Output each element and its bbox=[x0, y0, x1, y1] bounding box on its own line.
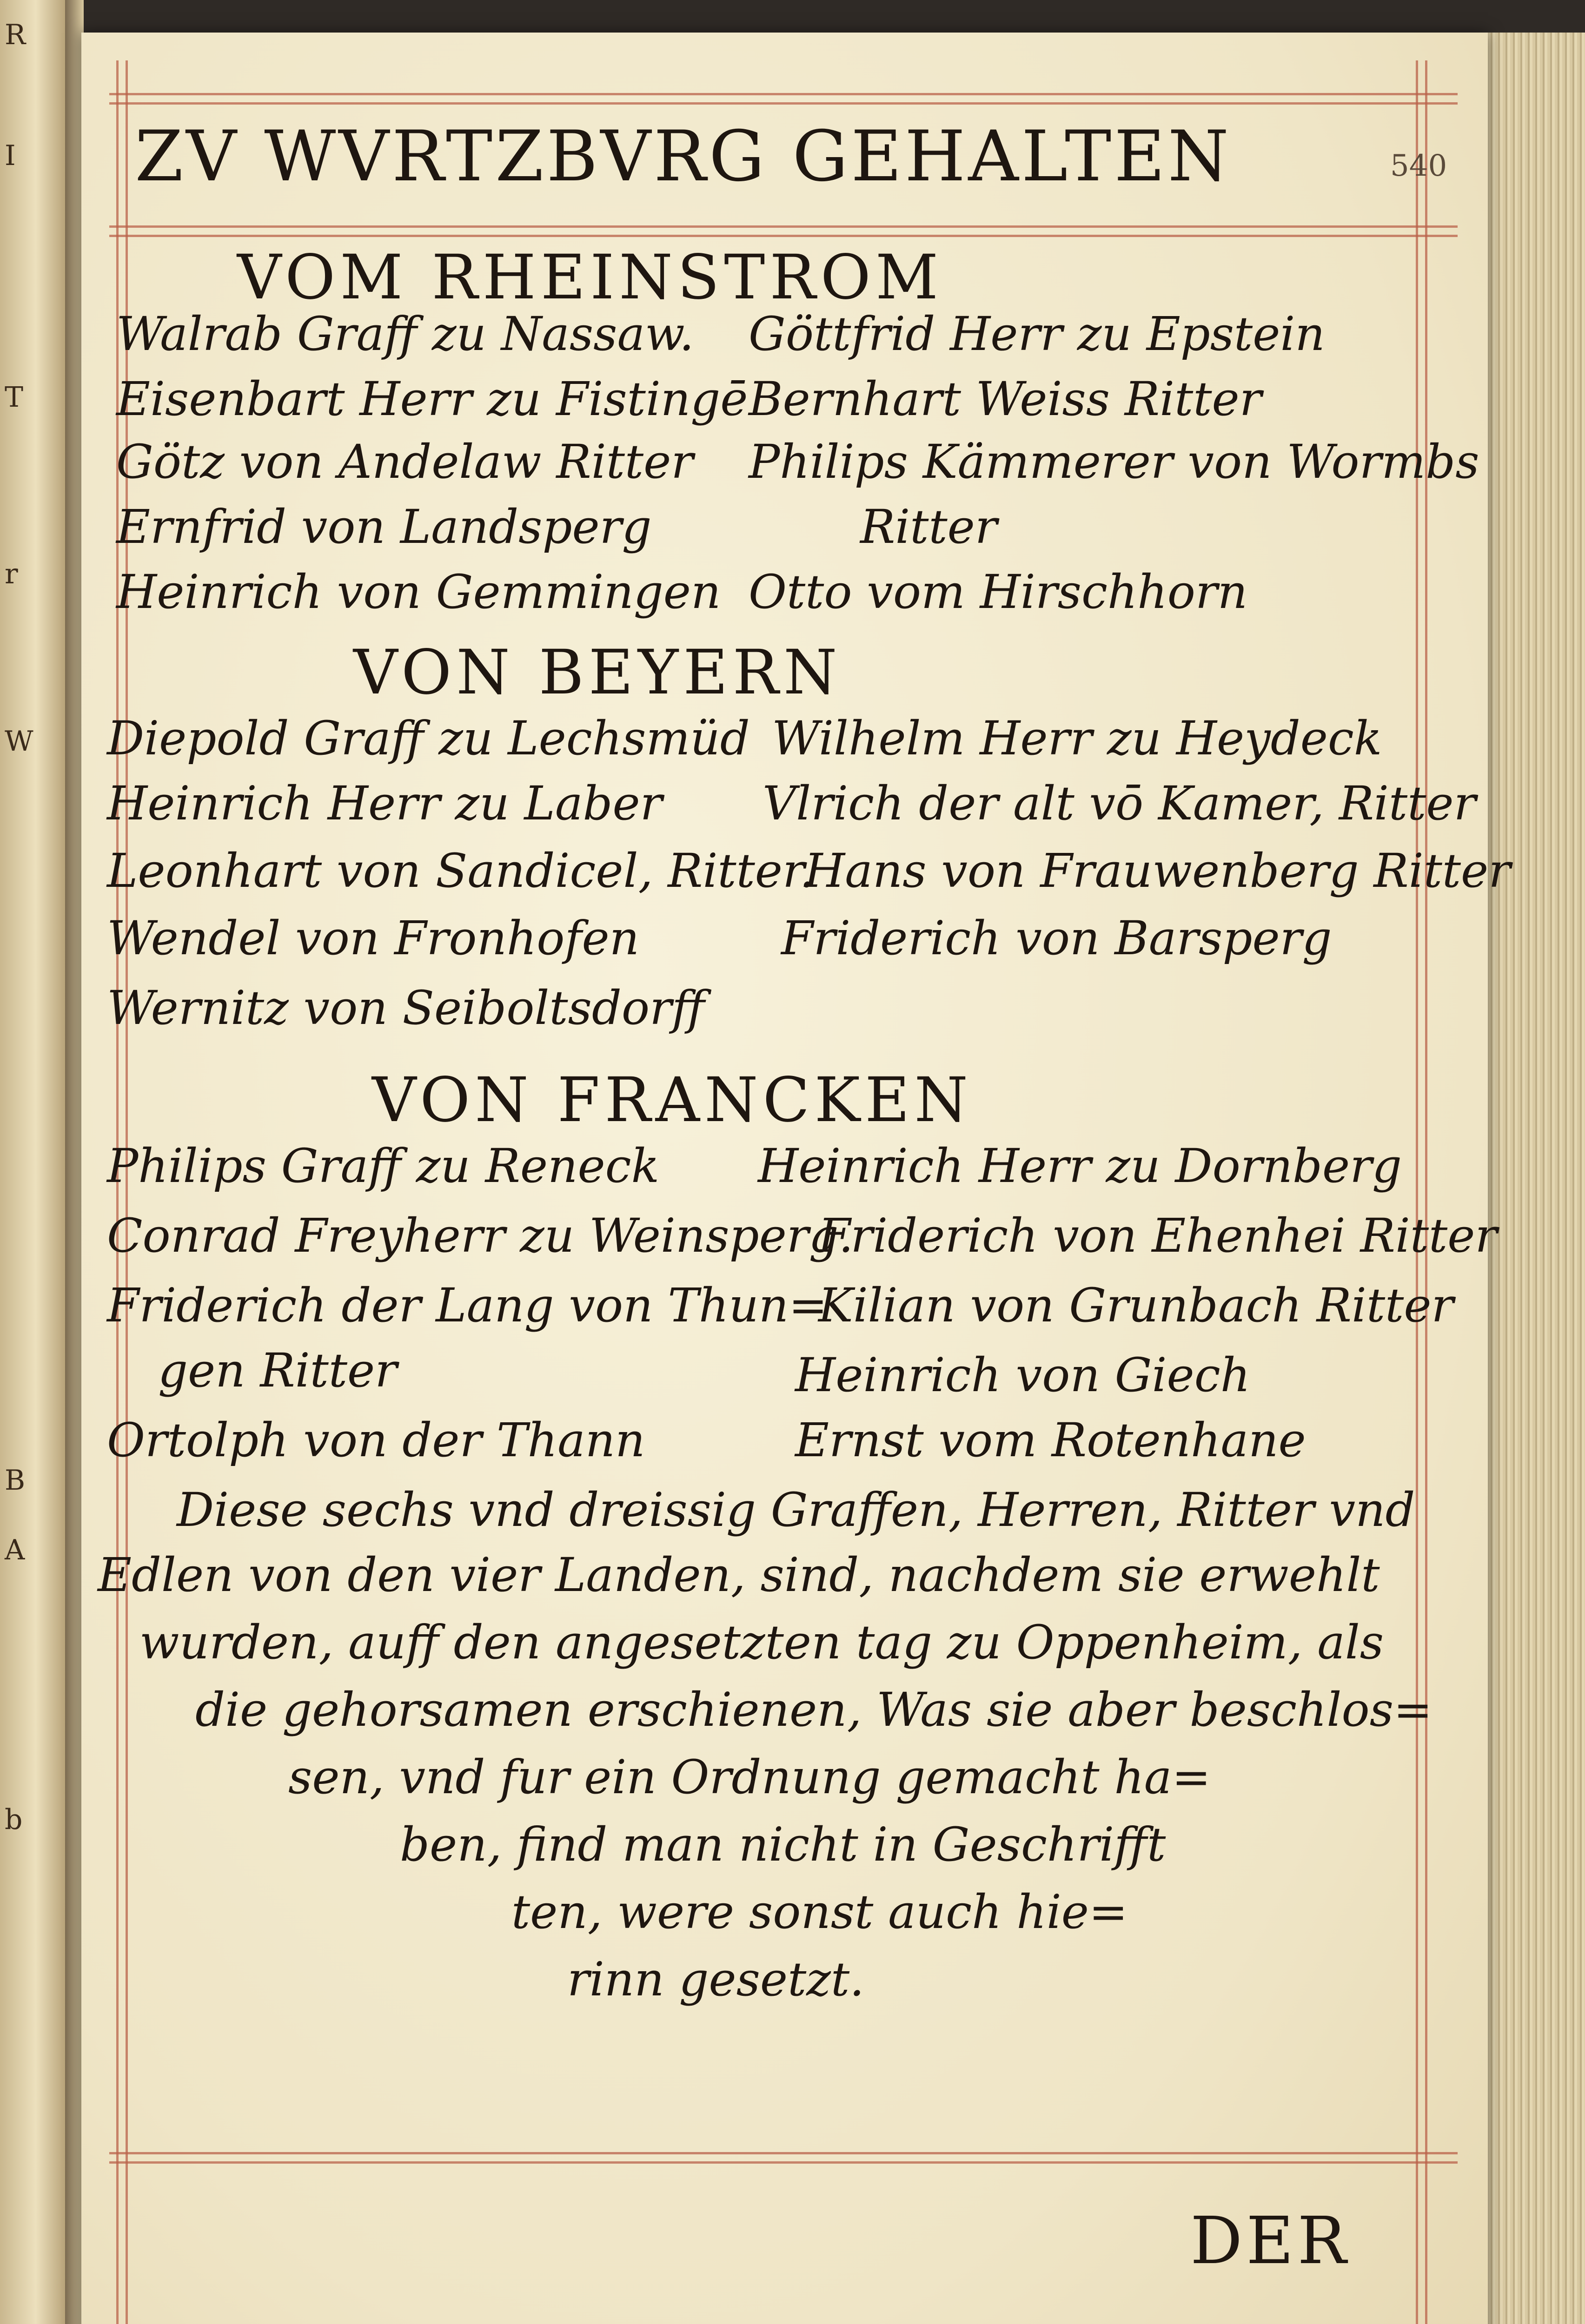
list-entry: Ritter bbox=[860, 500, 997, 554]
closing-paragraph-line: ben, find man nicht in Geschrifft bbox=[400, 1817, 1166, 1872]
frame-rule bbox=[109, 2152, 1458, 2154]
facing-page-edge bbox=[0, 0, 65, 2324]
closing-paragraph-line: die gehorsamen erschienen, Was sie aber beschlos= bbox=[195, 1683, 1432, 1737]
list-entry: Friderich von Ehenhei Ritter bbox=[818, 1208, 1498, 1263]
list-entry: Philips Kämmerer von Wormbs bbox=[749, 435, 1479, 489]
frame-rule bbox=[1425, 60, 1427, 2324]
list-entry: Walrab Graff zu Nassaw. bbox=[116, 307, 694, 361]
frame-rule bbox=[109, 2161, 1458, 2164]
section-heading: VON BEYERN bbox=[353, 637, 842, 708]
closing-paragraph-line: sen, vnd fur ein Ordnung gemacht ha= bbox=[288, 1750, 1211, 1804]
catchword: DER bbox=[1190, 2203, 1350, 2279]
list-entry: Heinrich Herr zu Dornberg bbox=[758, 1139, 1402, 1193]
list-entry: Hans von Frauwenberg Ritter bbox=[804, 844, 1511, 898]
list-entry: Friderich der Lang von Thun= bbox=[107, 1278, 828, 1333]
list-entry: Göttfrid Herr zu Epstein bbox=[749, 307, 1325, 361]
list-entry: Leonhart von Sandicel, Ritter. bbox=[107, 844, 815, 898]
section-heading: VON FRANCKEN bbox=[372, 1064, 973, 1136]
closing-paragraph-line: Diese sechs vnd dreissig Graffen, Herren, Ritter vnd bbox=[177, 1483, 1415, 1537]
list-entry: gen Ritter bbox=[158, 1343, 398, 1398]
list-entry: Philips Graff zu Reneck bbox=[107, 1139, 660, 1193]
page-fore-edge bbox=[1488, 33, 1585, 2324]
list-entry: Ernfrid von Landsperg bbox=[116, 500, 652, 554]
list-entry: Vlrich der alt vō Kamer, Ritter bbox=[763, 776, 1476, 831]
book-gutter bbox=[65, 0, 84, 2324]
list-entry: Friderich von Barsperg bbox=[781, 911, 1332, 965]
closing-paragraph-line: rinn gesetzt. bbox=[567, 1952, 864, 2007]
closing-paragraph-line: Edlen von den vier Landen, sind, nachdem sie erwehlt bbox=[98, 1548, 1380, 1602]
list-entry: Kilian von Grunbach Ritter bbox=[818, 1278, 1454, 1333]
facing-page-fragment: W bbox=[5, 725, 33, 758]
list-entry: Eisenbart Herr zu Fistingē bbox=[116, 372, 748, 426]
list-entry: Heinrich von Gemmingen bbox=[116, 565, 721, 619]
section-heading: VOM RHEINSTROM bbox=[237, 242, 943, 313]
frame-rule bbox=[109, 235, 1458, 237]
list-entry: Wendel von Fronhofen bbox=[107, 911, 640, 965]
closing-paragraph-line: ten, were sonst auch hie= bbox=[511, 1885, 1128, 1939]
list-entry: Heinrich von Giech bbox=[795, 1348, 1251, 1402]
frame-rule bbox=[109, 102, 1458, 105]
page-number: 540 bbox=[1390, 149, 1447, 183]
facing-page-fragment: r bbox=[5, 558, 18, 590]
frame-rule bbox=[109, 225, 1458, 228]
list-entry: Wernitz von Seiboltsdorff bbox=[107, 981, 705, 1035]
facing-page-fragment: B bbox=[5, 1464, 26, 1497]
list-entry: Götz von Andelaw Ritter bbox=[116, 435, 694, 489]
page-title: ZV WVRTZBVRG GEHALTEN bbox=[135, 116, 1232, 197]
list-entry: Otto vom Hirschhorn bbox=[749, 565, 1248, 619]
facing-page-fragment: A bbox=[5, 1534, 25, 1566]
list-entry: Ortolph von der Thann bbox=[107, 1413, 645, 1467]
list-entry: Bernhart Weiss Ritter bbox=[749, 372, 1262, 426]
facing-page-fragment: I bbox=[5, 139, 16, 172]
frame-rule bbox=[109, 93, 1458, 95]
frame-rule bbox=[1416, 60, 1418, 2324]
closing-paragraph-line: wurden, auff den angesetzten tag zu Oppenheim, als bbox=[139, 1615, 1384, 1670]
list-entry: Wilhelm Herr zu Heydeck bbox=[772, 711, 1382, 766]
list-entry: Ernst vom Rotenhane bbox=[795, 1413, 1306, 1467]
facing-page-fragment: b bbox=[5, 1803, 23, 1836]
list-entry: Conrad Freyherr zu Weinsperg. bbox=[107, 1208, 854, 1263]
facing-page-fragment: R bbox=[5, 19, 26, 51]
list-entry: Diepold Graff zu Lechsmüd bbox=[107, 711, 750, 766]
facing-page-fragment: T bbox=[5, 381, 24, 414]
list-entry: Heinrich Herr zu Laber bbox=[107, 776, 663, 831]
